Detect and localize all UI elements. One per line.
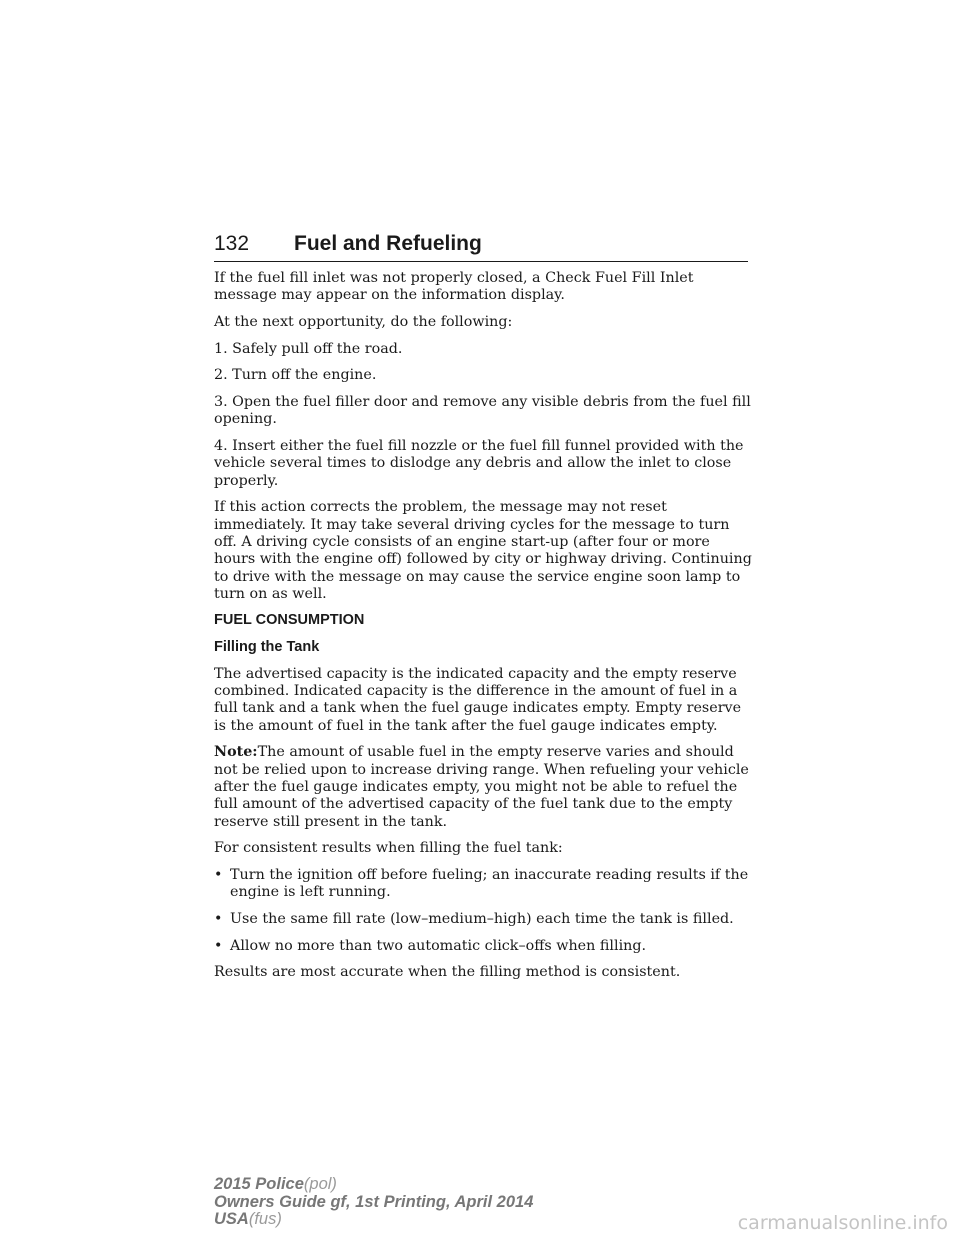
bullet-icon: • [214,910,223,927]
step-4: 4. Insert either the fuel fill nozzle or the fuel fill funnel provided with the vehicle several times to dislodge any debris and allow the inlet to close properly. [214,438,744,489]
list-item [214,938,754,955]
bullet-text: Allow no more than two automatic click–offs when filling. [230,937,647,954]
step-3: 3. Open the fuel filler door and remove any visible debris from the fuel fill opening. [214,394,751,428]
footer-line-2 [214,1194,533,1212]
step-1: 1. Safely pull off the road. [214,340,403,357]
paragraph-inlet-message: If the fuel fill inlet was not properly closed, a Check Fuel Fill Inlet message may appear on the information display. [214,270,694,304]
heading-filling-the-tank: Filling the Tank [214,639,320,656]
page-header [214,231,748,262]
section-title: Fuel and Refueling [294,232,482,255]
paragraph-driving-cycle: If this action corrects the problem, the message may not reset immediately. It may take several driving cycles for the message to turn off. A driving cycle consists of an engine start-up (after four or more hours with the engine off) followed by city or highway driving. Continuing to drive with the message on may cause the service engine soon lamp to turn on as well. [214,499,752,602]
bullet-text: Use the same fill rate (low–medium–high) each time the tank is filled. [230,910,734,927]
footer-market-code: (fus) [248,1210,282,1228]
bullet-icon: • [214,867,223,883]
bullet-list [214,867,754,955]
footer-model-code: (pol) [303,1175,337,1193]
footer-line-3 [214,1211,533,1229]
page-footer [214,1176,533,1229]
paragraph-consistent-results: For consistent results when filling the fuel tank: [214,840,563,857]
bullet-icon: • [214,937,223,954]
paragraph-next-opportunity: At the next opportunity, do the following: [214,313,513,330]
heading-fuel-consumption: FUEL CONSUMPTION [214,612,365,629]
paragraph-results-accurate: Results are most accurate when the filling method is consistent. [214,964,681,981]
list-item [214,867,754,902]
step-2: 2. Turn off the engine. [214,367,377,384]
note-text: The amount of usable fuel in the empty reserve varies and should not be relied upon to increase driving range. When refueling your vehicle after the fuel gauge indicates empty, you might not be able to refuel the full amount of the advertised capacity of the fuel tank due to the empty reserve still present in the tank. [214,744,749,830]
bullet-text: Turn the ignition off before fueling; an inaccurate reading results if the engine is left running. [230,867,749,901]
footer-guide-info: Owners Guide gf, 1st Printing, April 2014 [214,1192,534,1211]
footer-line-1 [214,1176,533,1194]
footer-model: 2015 Police [214,1175,304,1193]
list-item [214,911,754,928]
paragraph-advertised-capacity: The advertised capacity is the indicated capacity and the empty reserve combined. Indicated capacity is the difference in the amount of fuel in a full tank and a tank when the fuel gauge indicates empty. Empty reserve is the amount of fuel in the tank after the fuel gauge indicates empty. [214,665,742,734]
footer-market: USA [214,1210,249,1228]
page-body [214,270,754,991]
watermark: carmanualsonline.info [737,1212,948,1234]
note-label: Note: [214,744,258,761]
page-number: 132 [214,232,250,255]
note-paragraph [214,744,754,830]
